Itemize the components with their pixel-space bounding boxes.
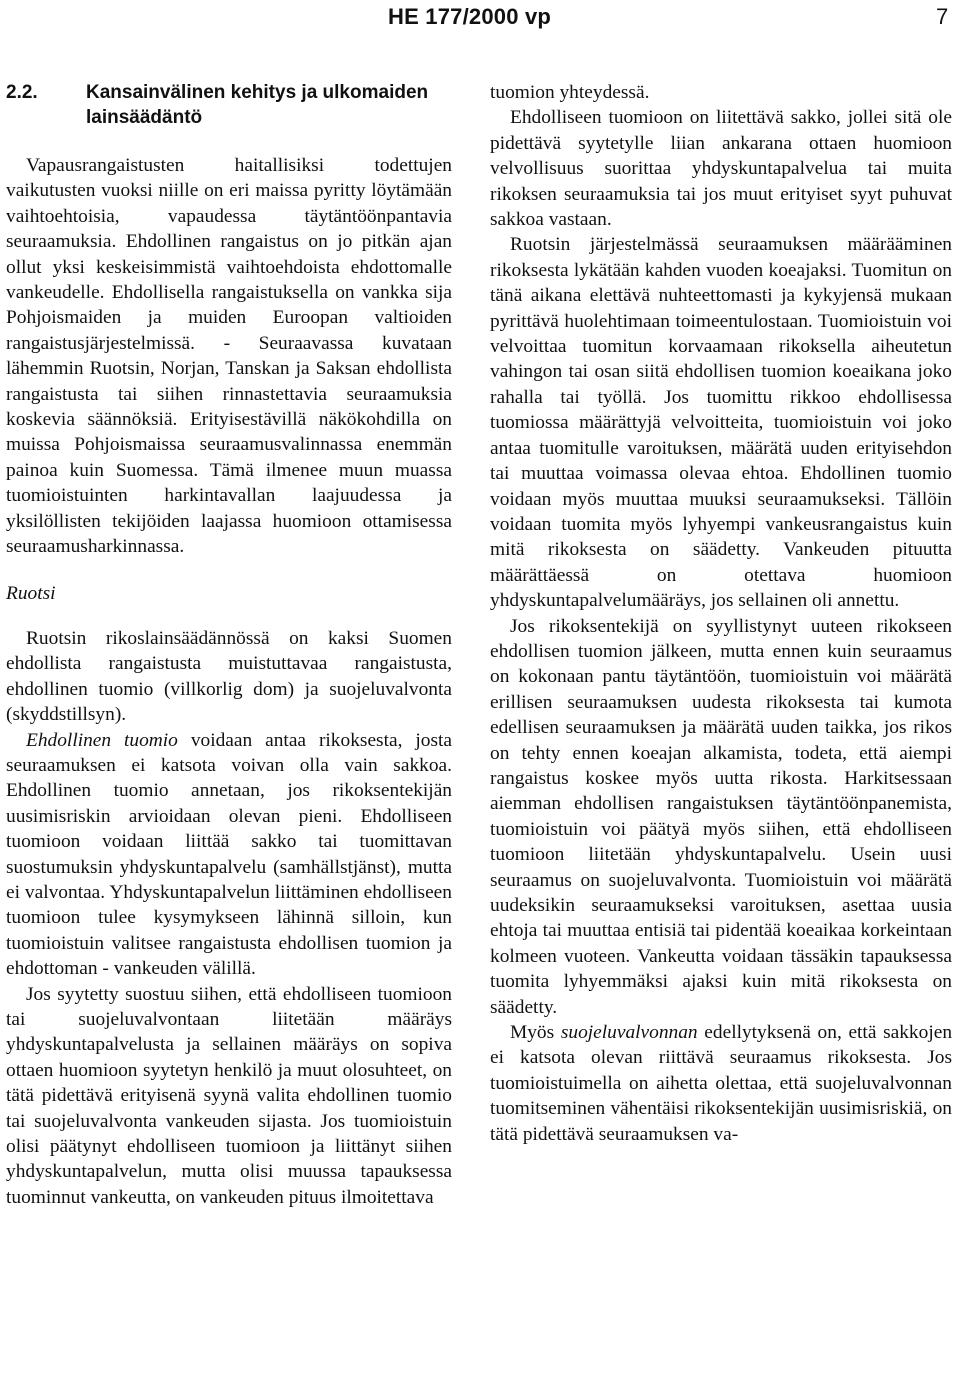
paragraph bbox=[6, 728, 452, 982]
left-column bbox=[6, 80, 452, 1210]
section-number: 2.2. bbox=[6, 82, 38, 103]
italic-term: Ehdollinen tuomio bbox=[26, 729, 178, 751]
document-id: HE 177/2000 vp bbox=[388, 4, 552, 29]
paragraph: Ruotsin rikoslainsäädännössä on kaksi Suomen ehdollista rangaistusta muistuttavaa rangaistusta, ehdollinen tuomio (villkorlig dom) ja suojeluvalvonta (skyddstillsyn). bbox=[6, 627, 452, 726]
right-column bbox=[490, 80, 952, 1147]
paragraph-text: Myös bbox=[510, 1022, 561, 1044]
paragraph: Jos syytetty suostuu siihen, että ehdolliseen tuomioon tai suojeluvalvontaan liitetään määräys yhdyskuntapalvelusta ja sellainen määräys on sopiva ottaen huomioon syytetyn henkilö ja muut olosuhteet, on tätä pidettävä erityisenä syynä valita ehdollinen tuomio tai suojeluvalvonta vankeuden sijasta. Jos tuomioistuin olisi päätynyt ehdolliseen tuomioon ja liittänyt siihen yhdyskuntapalvelun, mutta olisi muussa tapauksessa tuominnut vankeutta, on vankeuden pituus ilmoitettava bbox=[6, 983, 452, 1208]
paragraph: Ruotsin järjestelmässä seuraamuksen määrääminen rikoksesta lykätään kahden vuoden koeajaksi. Tuomitun on tänä aikana elettävä nuhteettomasti ja kykyjensä mukaan pyrittävä huolehtimaan toimeentulostaan. Tuomioistuin voi velvoittaa tuomitun korvaamaan rikoksella aiheutetun vahingon tai osan siitä ehdollisen tuomion koeaikana joko rahalla tai työllä. Jos tuomittu rikkoo ehdollisessa tuomiossa määrättyjä velvoitteita, tuomioistuin voi joko antaa tuomitulle varoituksen, määrätä uuden erityisehdon tai muuttaa voimassa olevaa ehtoa. Ehdollinen tuomio voidaan myös muuttaa muuksi seuraamukseksi. Tällöin voidaan tuomita myös lyhyempi vankeusrangaistus kuin mitä rikoksesta on säädetty. Vankeuden pituutta määrättäessä on otettava huomioon yhdyskuntapalvelumääräys, jos sellainen oli annettu. bbox=[490, 234, 952, 612]
section-title: Kansainvälinen kehitys ja ulkomaiden lainsäädäntö bbox=[86, 82, 429, 128]
italic-term: suojeluvalvonnan bbox=[560, 1022, 698, 1044]
paragraph: tuomion yhteydessä. bbox=[490, 82, 650, 103]
page-header bbox=[0, 0, 960, 40]
subheading-ruotsi: Ruotsi bbox=[6, 582, 56, 604]
paragraph bbox=[490, 1020, 952, 1147]
paragraph-text: voidaan antaa rikoksesta, josta seuraamuksen ei katsota voivan olla vain sakkoa. Ehdollinen tuomio annetaan, jos rikoksentekijän uusimisriskin arvioidaan olevan pieni. Ehdolliseen tuomioon voidaan liittää sakko tai tuomittavan suostumuksin yhdyskuntapalvelu (samhällstjänst), mutta ei valvontaa. Yhdyskuntapalvelun liittäminen ehdolliseen tuomioon tulee kysymykseen lähinnä silloin, kun tuomioistuin valitsee rangaistusta ehdollisen tuomion ja ehdottoman - vankeuden välillä. bbox=[6, 729, 452, 980]
paragraph: Vapausrangaistusten haitallisiksi todettujen vaikutusten vuoksi niille on eri maissa pyritty löytämään vaihtoehtoisia, vapaudessa täytäntöönpantavia seuraamuksia. Ehdollinen rangaistus on jo pitkän ajan ollut yksi keskeisimmistä vaihtoehdoista ehdottomalle vankeudelle. Ehdollisella rangaistuksella on vankka sija Pohjoismaiden ja muiden Euroopan valtioiden rangaistusjärjestelmissä. - Seuraavassa kuvataan lähemmin Ruotsin, Norjan, Tanskan ja Saksan ehdollista rangaistusta tai siihen rinnastettavia seuraamuksia koskevia säännöksiä. Erityisestävillä näkökohdilla on muissa Pohjoismaissa seuraamusvalinnassa enemmän painoa kuin Suomessa. Tämä ilmenee muun muassa tuomioistuinten harkintavallan laajuudessa ja yksilöllisten tekijöiden laajassa huomioon ottamisessa seuraamusharkinnassa. bbox=[6, 155, 452, 558]
paragraph: Jos rikoksentekijä on syyllistynyt uuteen rikokseen ehdollisen tuomion jälkeen, mutta ennen kuin seuraamus on kokonaan pantu täytäntöön, tuomioistuin voi määrätä erillisen seuraamuksen uudesta rikoksesta tai kumota edellisen seuraamuksen ja määrätä uuden taikka, jos rikos on tehty ennen koeajan alkamista, todeta, että aiempi rangaistus koskee myös uutta rikosta. Harkitsessaan aiemman ehdollisen rangaistuksen täytäntöönpanemista, tuomioistuin voi päätyä myös siihen, että ehdolliseen tuomioon liitetään yhdyskuntapalvelu. Usein uusi seuraamus on suojeluvalvonta. Tuomioistuin voi määrätä uudeksikin seuraamukseksi varoituksen, asettaa uusia ehtoja tai muuttaa entisiä tai pidentää koeaikaa korkeintaan kolmeen vuoteen. Vankeutta voidaan tässäkin tapauksessa tuomita lyhyemmäksi ajaksi kuin mitä rikoksesta on säädetty. bbox=[490, 615, 952, 1018]
section-heading bbox=[6, 80, 452, 130]
paragraph: Ehdolliseen tuomioon on liitettävä sakko, jollei sitä ole pidettävä syytetylle liian ankarana ottaen huomioon velvollisuus suorittaa yhdyskuntapalvelua tai muita rikoksen seuraamuksia tai jos muut erityiset syyt puhuvat sakkoa vastaan. bbox=[490, 107, 952, 231]
page-number: 7 bbox=[936, 4, 949, 29]
paragraph-text: edellytyksenä on, että sakkojen ei katsota olevan riittävä seuraamus rikoksesta. Jos tuomioistuimella on aihetta olettaa, että suojeluvalvonnan tuomitseminen vähentäisi rikoksentekijän uusimisriskiä, on tätä pidettävä seuraamuksen va- bbox=[490, 1022, 953, 1145]
